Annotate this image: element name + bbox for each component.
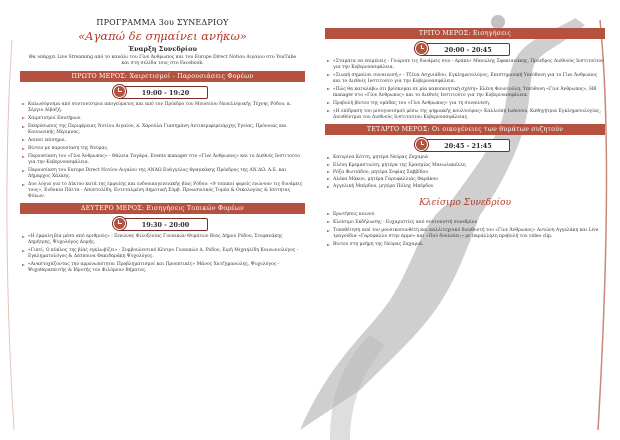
part4-time: 20:45 - 21:45 xyxy=(444,141,492,150)
part2-time: 19:30 - 20:00 xyxy=(141,220,190,229)
list-item: Κλείσιμο Εκδήλωσης - Ευχαριστίες από συντονιστή συνεδρίου xyxy=(325,220,605,226)
list-item: «Η επίδραση του μισογυνισμού μέσω της ψηφιακής κουλτούρας» Καλλιόπη Ιωάννου, Καθηγήτρια Εγκληματολογίας, Διευθύντρια του Διεθνούς Ινστιτούτου Κυβερνοασφάλειας. xyxy=(325,109,605,120)
part3-time-badge xyxy=(420,43,510,56)
list-item: Ρόζα Φωτιάδου, μητέρα Σοφίας Σαββίδου xyxy=(325,170,605,176)
list-item: Αγγελική Μπέρδου, μητέρα Πόλης Μπέρδου xyxy=(325,184,605,190)
part2-heading: ΔΕΥΤΕΡΟ ΜΕΡΟΣ: Εισηγήσεις Τοπικών Φορέων xyxy=(20,203,305,214)
list-item: Βίντεο στη μνήμη της Νεύρας Ζαχαριά. xyxy=(325,242,605,248)
list-item: Λοιποί επίσημοι. xyxy=(20,138,305,144)
list-item: Χαιρετισμοί Επισήμων. xyxy=(20,116,305,122)
closing-title: Κλείσιμο Συνεδρίου xyxy=(419,197,511,208)
clock-icon xyxy=(113,85,126,98)
part4-heading: ΤΕΤΑΡΤΟ ΜΕΡΟΣ: Οι οικογένειες των θυμάτων συζητούν xyxy=(325,124,605,135)
part2-list xyxy=(20,234,305,273)
part1-heading: ΠΡΩΤΟ ΜΕΡΟΣ: Χαιρετισμοί - Παρουσιάσεις Φορέων xyxy=(20,71,305,82)
list-item: «Σιωπή σημαίνει συναινεσή;» - Τζένα Ασχνιάδου, Εγκληματολόγος, Επιστημονική Υπεύθυνη για το Γίνε Άνθρωπος και το Διεθνές Ινστιτούτο για την Κυβερνοασφάλεια. xyxy=(325,73,605,84)
part4-list xyxy=(325,155,605,190)
left-column xyxy=(20,0,305,276)
list-item: Ελένη Κρεμαστιώτη, μητέρα της Ερασμίας Μανωλακέλλη xyxy=(325,163,605,169)
list-item: Παρουσίαση του «Γίνε Άνθρωπος» - Θάλεια Ταγάρα, Events manager στο «Γίνε Άνθρωπος» και το Διεθνές Ινστιτούτο για την Κυβερνοασφάλεια. xyxy=(20,154,305,165)
part3-time: 20:00 - 20:45 xyxy=(444,45,492,54)
list-item: Ερωτήσεις κοινού xyxy=(325,212,605,218)
right-column xyxy=(325,24,605,250)
list-item: Αλέκα Μάκου, μητέρα Γαρυφαλλιάς Φαράκου xyxy=(325,177,605,183)
program-title: ΠΡΟΓΡΑΜΜΑ 3ου ΣΥΝΕΔΡΙΟΥ xyxy=(96,18,229,27)
part2-time-badge xyxy=(118,218,208,231)
opening-title: Έναρξη Συνεδρίου xyxy=(127,45,198,53)
livestream-note: Θα υπάρχει Live Streaming από το κανάλι του Γίνε Άνθρωπος και του Europe Direct Notίου Αιγαίου στο YouTube και στη σελίδα τους στο Facebook. xyxy=(28,55,297,66)
list-item: «Αναστοχάζοντας την αρρενωπότητα: Προβληματισμοί και Προοπτικές» Μάνος Χατζημανώλης, Ψυχολόγος - Ψυχοθεραπευτής & Ιδρυτής του Φιλόμουν Βήματος. xyxy=(20,262,305,273)
clock-icon xyxy=(113,217,126,230)
part3-list xyxy=(325,59,605,120)
part3-heading: ΤΡΙΤΟ ΜΕΡΟΣ: Εισηγήσεις xyxy=(325,28,605,39)
part4-time-badge xyxy=(420,139,510,152)
list-item: Εκπρόσωπος της Περιφέρειας Νοτίου Αιγαίου, κ. Χαρούλα Γιασημάνη Αντιπεριφερειάρχης Υγείας, Πρόνοιας και Κοινωνικής Μέριμνας. xyxy=(20,124,305,135)
list-item: Παρουσίαση του Europe Direct Νοτίου Αιγαίου της ΑΝΔΩ Ευάγγελος Φραγκάκης Πρόεδρος της ΑΝ.ΔΩ. Α.Ε. και Δήμαρχος Χάλκης. xyxy=(20,168,305,179)
list-item: Τοποθέτηση από τον μουσικοσυνθέτη και καλλιτεχνικό διευθυντή του «Γίνε Άνθρωπος» Αντώνη Αγγελάκη και Live τραγούδια «Γαρύφαλλο στην άμμο» και «Πού δουλεύει;» με παράλληλη προβολή του video clip. xyxy=(325,228,605,239)
part1-time: 19:00 - 19:20 xyxy=(141,88,190,97)
clock-icon xyxy=(415,42,428,55)
list-item: Καλωσόρισμα από συντονίστρια απογεύματος και από τον Πρόεδρο του Μουσείου Νεοελληνικής Τέχνης Ρόδου, κ. Σέργιο Αϊβαζή. xyxy=(20,102,305,113)
list-item: Προβολή βίντεο της ομάδας του «Γίνε Άνθρωπος» για τη συναίνεση. xyxy=(325,101,605,107)
list-item: Βίντεο με παρουσίαση της Νεύρας. xyxy=(20,146,305,152)
part1-time-badge xyxy=(118,86,208,99)
list-item: «Πώς θα καταλάβω ότι βρίσκομαι σε μία κακοποιητική σχέση» Ελένη Φουντούλη, Υπεύθυνη «Γίνε Άνθρωπος», HR manager στο «Γίνε Άνθρωπος» και το Διεθνές Ινστιτούτο για την Κυβερνοασφάλεια. xyxy=(325,87,605,98)
clock-icon xyxy=(415,138,428,151)
conference-slogan: «Αγαπώ δε σημαίνει ανήκω» xyxy=(78,29,247,43)
list-item: «Γιατί; Ο κύκλος της βίας εγκλωβίζει» - Συμβουλευτικό Κέντρο Γυναικών Δ. Ρόδου, Ειρή Μιχαηλίδη Κοινωνιολόγος - Εγκληματολόγος & Δέσποινα Φακιδαράκη Ψυχολόγος. xyxy=(20,248,305,259)
list-item: «Σταμάτα να επιμένεις - Γνώρισε τις δυνάμεις σου - Αράπε» Μανώλης Σφακιανάκης, Πρόεδρος Διεθνούς Ινστιτούτου για την Κυβερνοασφάλεια. xyxy=(325,59,605,70)
part1-list xyxy=(20,102,305,199)
list-item: Δυο λόγια για το Δίκτυο κατά της έμφυλης και ενδοοικογενειακής βίας Ρόδου: «9 τοπικοί φορείς ενώνουν τις δυνάμεις τους», Ευδοκία Πάττα - Αποστολίδη, Εντεταλμένη Δημοτική Σύμβ. Προωσυνικός Τομέα & Οικολογίας & Ισότητας Φύλων. xyxy=(20,182,305,199)
list-item: «Η έμφυλη βία μέσα από αριθμούς» - Ξενώνας Φιλοξενίας Γυναικών Θυμάτων Βίας Δήμου Ρόδου, Στεφανάκης Δημήτρης, Ψυχολόγος Δομής. xyxy=(20,234,305,245)
closing-list xyxy=(325,212,605,248)
list-item: Κατερίνα Κόττη, μητέρα Νεύρας Ζαχαριά xyxy=(325,155,605,161)
